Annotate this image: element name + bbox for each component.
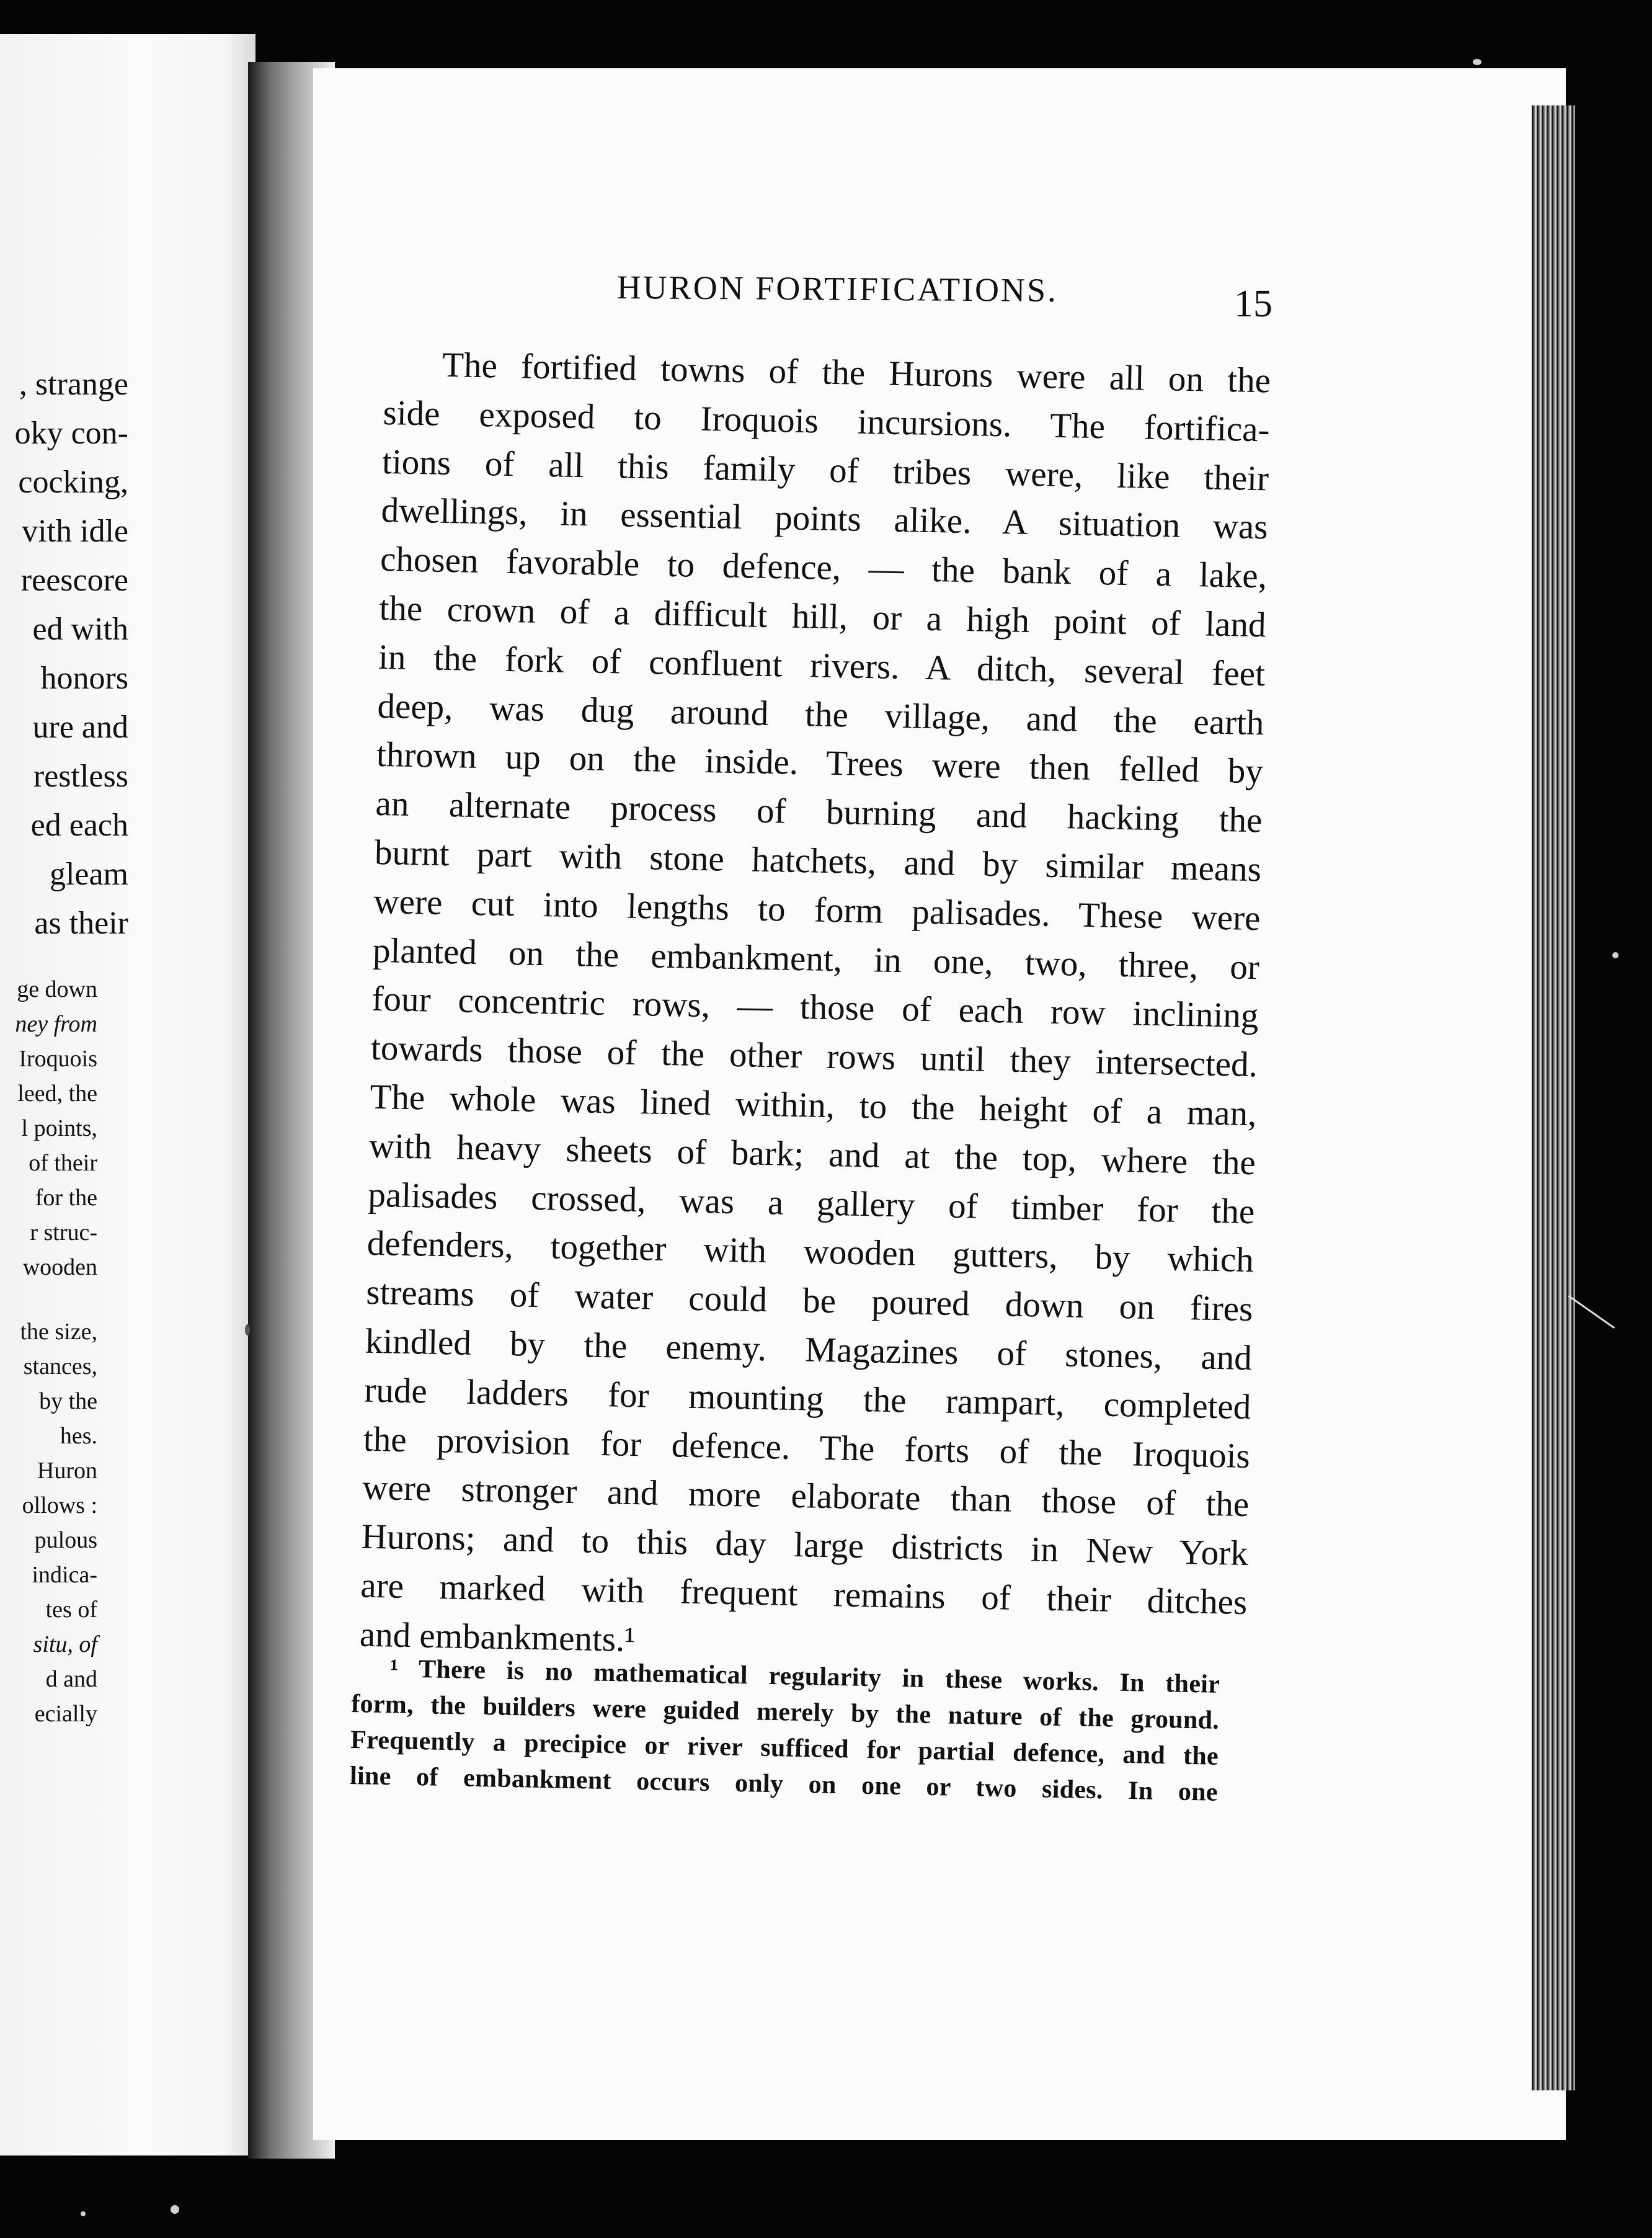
previous-note-line: ecially xyxy=(34,1701,97,1727)
previous-page xyxy=(0,34,255,2156)
previous-note-line: for the xyxy=(35,1185,97,1211)
scan-speck xyxy=(171,2205,179,2214)
body-line: chosen favorable to defence, — the bank of a lake, xyxy=(380,540,1268,596)
previous-note-line: hes. xyxy=(60,1423,97,1449)
body-line: towards those of the other rows until they intersected. xyxy=(370,1028,1258,1085)
previous-note-line: d and xyxy=(45,1666,97,1692)
previous-page-line: cocking, xyxy=(18,465,128,500)
body-line: The whole was lined within, to the height of a man, xyxy=(369,1077,1257,1134)
previous-page-line: honors xyxy=(40,661,128,696)
previous-note-line: of their xyxy=(29,1150,97,1176)
body-line: are marked with frequent remains of their ditches xyxy=(360,1566,1248,1622)
body-line: and embankments.¹ xyxy=(359,1615,636,1659)
previous-page-line: oky con- xyxy=(14,416,128,451)
previous-page-line: reescore xyxy=(20,563,128,598)
footnote-line: ¹ There is no mathematical regularity in these works. In their xyxy=(389,1654,1220,1699)
previous-page-line: , strange xyxy=(19,367,128,402)
body-line: tions of all this family of tribes were, like their xyxy=(381,442,1269,499)
note-gap xyxy=(0,1285,97,1314)
scan-speck xyxy=(245,1324,250,1335)
previous-page-line: vith idle xyxy=(22,514,128,549)
body-line: Hurons; and to this day large districts in New York xyxy=(361,1517,1249,1574)
previous-note-line: l points, xyxy=(21,1115,97,1141)
scan-speck xyxy=(1473,59,1481,65)
previous-page-line: gleam xyxy=(49,857,128,892)
body-line: planted on the embankment, in one, two, three, or xyxy=(372,930,1260,987)
previous-note-line: stances, xyxy=(23,1353,97,1380)
previous-note-line: leed, the xyxy=(17,1081,97,1107)
previous-note-line: by the xyxy=(39,1388,97,1414)
previous-note-line: ge down xyxy=(17,976,97,1002)
body-line: dwellings, in essential points alike. A situation was xyxy=(381,491,1269,547)
previous-page-footnotes xyxy=(0,972,97,1731)
body-line: The fortified towns of the Hurons were all on the xyxy=(442,345,1271,401)
previous-note-line: wooden xyxy=(22,1254,97,1280)
previous-note-line: indica- xyxy=(32,1562,97,1588)
body-line: an alternate process of burning and hacking the xyxy=(375,784,1263,840)
scan-speck xyxy=(1612,952,1619,958)
previous-note-line: the size, xyxy=(20,1319,97,1345)
body-line: palisades crossed, was a gallery of timber for the xyxy=(367,1175,1255,1231)
body-line: burnt part with stone hatchets, and by similar means xyxy=(374,832,1262,889)
previous-note-line: tes of xyxy=(45,1597,97,1623)
body-line: the provision for defence. The forts of the Iroquois xyxy=(363,1419,1251,1476)
body-line: deep, was dug around the village, and the earth xyxy=(377,686,1265,742)
previous-note-line: r struc- xyxy=(30,1219,97,1246)
previous-note-line: ollows : xyxy=(22,1492,97,1518)
page-number: 15 xyxy=(1234,283,1272,325)
body-line: kindled by the enemy. Magazines of stones, and xyxy=(365,1321,1253,1378)
body-line: four concentric rows, — those of each row inclining xyxy=(371,979,1259,1036)
body-line: with heavy sheets of bark; and at the top, where the xyxy=(368,1126,1256,1182)
body-line: rude ladders for mounting the rampart, completed xyxy=(363,1370,1251,1427)
footnote-line: Frequently a precipice or river sufficed for partial defence, and the xyxy=(350,1725,1219,1771)
body-line: the crown of a difficult hill, or a high point of land xyxy=(379,588,1267,645)
previous-note-line: Huron xyxy=(37,1458,97,1484)
previous-note-line: pulous xyxy=(34,1527,97,1553)
previous-page-line: ure and xyxy=(32,710,128,745)
footnote-line: form, the builders were guided merely by the nature of the ground. xyxy=(350,1689,1220,1735)
previous-page-line: ed with xyxy=(32,612,128,647)
scan-speck xyxy=(81,2211,86,2216)
previous-note-line: Iroquois xyxy=(19,1046,97,1072)
previous-page-line: ed each xyxy=(30,808,128,843)
previous-note-line: ney from xyxy=(15,1011,97,1037)
body-line: side exposed to Iroquois incursions. The fortifica- xyxy=(383,393,1271,450)
body-line: were cut into lengths to form palisades. These were xyxy=(373,881,1261,938)
body-line: in the fork of confluent rivers. A ditch, several feet xyxy=(378,637,1266,694)
footnote xyxy=(350,1650,1220,1811)
body-line: thrown up on the inside. Trees were then felled by xyxy=(376,735,1264,791)
body-line: streams of water could be poured down on fires xyxy=(365,1272,1253,1329)
previous-page-body xyxy=(0,360,128,948)
running-head: HURON FORTIFICATIONS. xyxy=(616,268,1058,309)
previous-note-line: situ, of xyxy=(33,1631,97,1657)
body-line: were stronger and more elaborate than those of the xyxy=(362,1468,1250,1525)
previous-page-line: restless xyxy=(33,759,128,794)
page-edges xyxy=(1532,105,1575,2090)
footnote-line: line of embankment occurs only on one or two sides. In one xyxy=(349,1761,1219,1807)
body-text xyxy=(359,340,1271,1677)
previous-page-line: as their xyxy=(34,906,128,941)
body-line: defenders, together with wooden gutters, by which xyxy=(366,1224,1255,1280)
